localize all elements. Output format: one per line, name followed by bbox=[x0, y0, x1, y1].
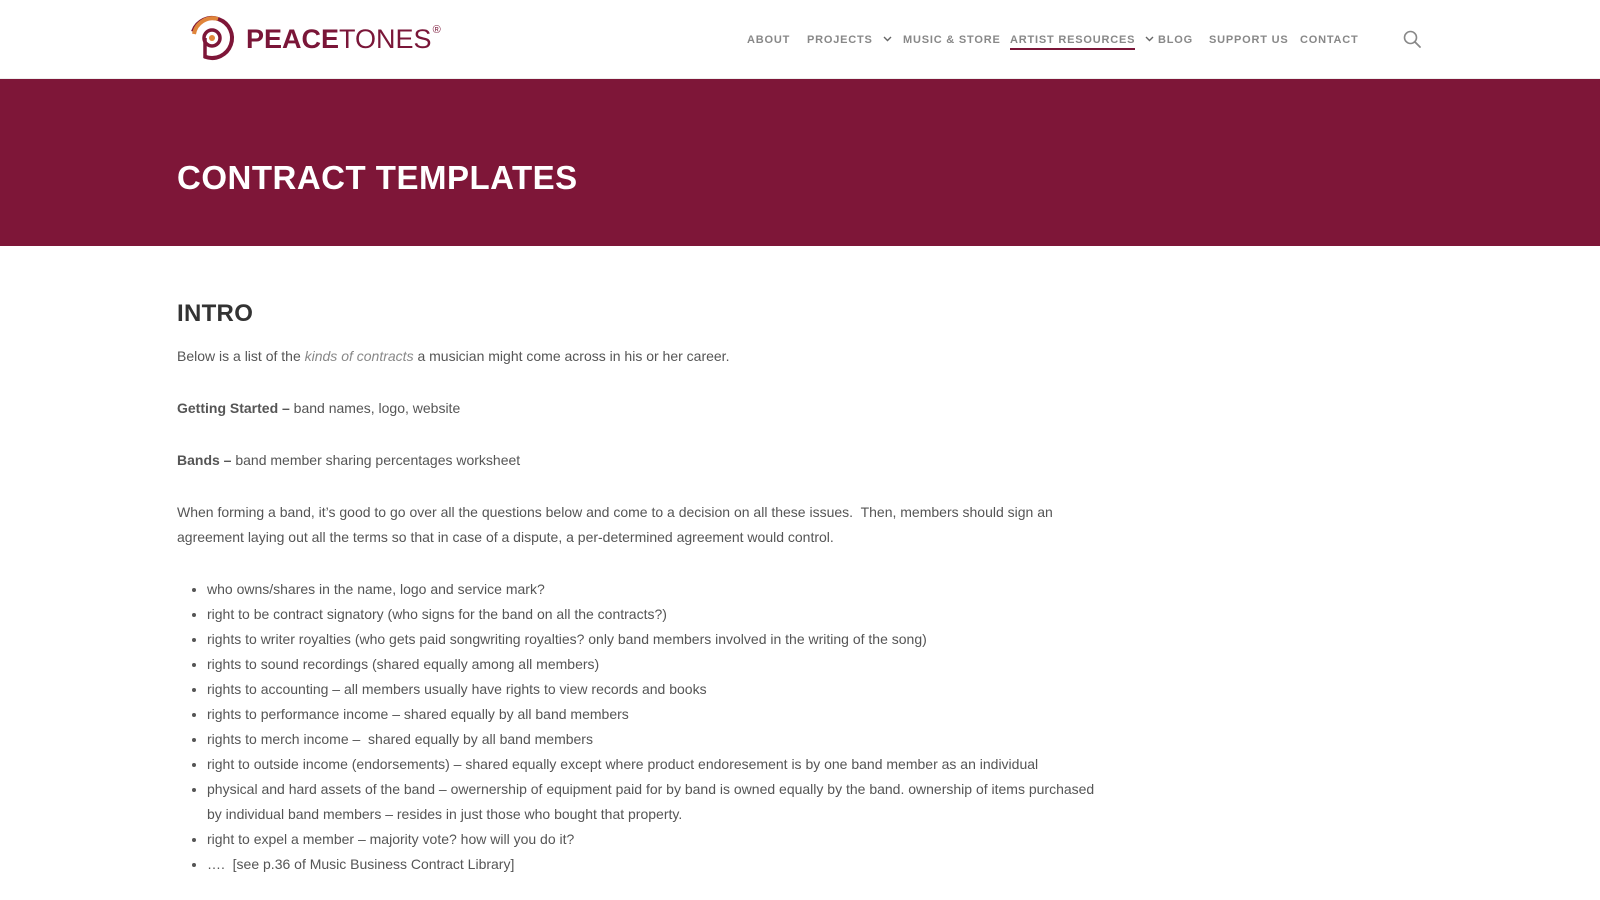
nav-label: PROJECTS bbox=[807, 34, 873, 46]
nav-item-music-store[interactable] bbox=[903, 28, 1001, 52]
chevron-down-icon bbox=[1145, 36, 1154, 42]
getting-started-paragraph bbox=[177, 396, 1097, 421]
nav-item-contact[interactable] bbox=[1300, 28, 1359, 52]
section-heading-intro: INTRO bbox=[177, 300, 254, 327]
nav-item-projects[interactable] bbox=[807, 28, 892, 52]
nav-item-blog[interactable] bbox=[1158, 28, 1193, 52]
list-item: • rights to sound recordings (shared equally among all members) bbox=[207, 652, 1097, 677]
chevron-down-icon bbox=[883, 36, 892, 42]
nav-item-about[interactable] bbox=[747, 28, 790, 52]
list-item: • rights to merch income – shared equally by all band members bbox=[207, 727, 1097, 752]
logo-word-peace: PEACE bbox=[246, 23, 340, 54]
bands-paragraph bbox=[177, 448, 1097, 473]
logo-wordmark bbox=[246, 23, 441, 54]
list-item: • physical and hard assets of the band – owernership of equipment paid for by band is owned equally by the band. ownership of items purchased by individual band members – resides in just those who bought that property. bbox=[207, 777, 1097, 827]
nav-label: ABOUT bbox=[747, 34, 791, 46]
registered-mark: ® bbox=[432, 23, 441, 36]
nav-label: BLOG bbox=[1158, 34, 1193, 46]
page-title: CONTRACT TEMPLATES bbox=[177, 159, 578, 196]
list-item: • rights to accounting – all members usually have rights to view records and books bbox=[207, 677, 1097, 702]
nav-label: CONTACT bbox=[1300, 34, 1359, 46]
forming-band-paragraph: When forming a band, it’s good to go over all the questions below and come to a decision on all these issues. Then, members should sign an agreement laying out all the terms so that in case of a dispute, a per-determined agreement would control. bbox=[177, 504, 1053, 545]
search-icon[interactable] bbox=[1402, 29, 1422, 49]
kinds-of-contracts-emphasis: kinds of contracts bbox=[304, 348, 414, 364]
peacetones-logo[interactable] bbox=[188, 14, 441, 64]
nav-label: SUPPORT US bbox=[1209, 34, 1289, 46]
band-issues-list bbox=[207, 577, 1097, 877]
list-item: • rights to writer royalties (who gets paid songwriting royalties? only band members involved in the writing of the song) bbox=[207, 627, 1097, 652]
intro-text-after: a musician might come across in his or her career. bbox=[413, 348, 730, 364]
nav-label: MUSIC & STORE bbox=[903, 34, 1001, 46]
list-item: • right to be contract signatory (who signs for the band on all the contracts?) bbox=[207, 602, 1097, 627]
list-item: • right to outside income (endorsements) – shared equally except where product endoresement is by one band member as an individual bbox=[207, 752, 1097, 777]
bands-label: Bands – bbox=[177, 452, 232, 468]
nav-item-support-us[interactable] bbox=[1209, 28, 1289, 52]
list-item: • who owns/shares in the name, logo and service mark? bbox=[207, 577, 1097, 602]
main-content bbox=[177, 300, 1097, 877]
site-header bbox=[0, 0, 1600, 79]
list-item: • rights to performance income – shared equally by all band members bbox=[207, 702, 1097, 727]
nav-item-artist-resources[interactable] bbox=[1010, 28, 1154, 52]
list-item: • right to expel a member – majority vote? how will you do it? bbox=[207, 827, 1097, 852]
nav-label: ARTIST RESOURCES bbox=[1010, 34, 1135, 50]
intro-text-before: Below is a list of the bbox=[177, 348, 305, 364]
logo-word-tones: TONES bbox=[339, 23, 432, 54]
peacetones-logo-icon bbox=[188, 14, 236, 64]
page-banner bbox=[0, 79, 1600, 246]
list-item: • …. [see p.36 of Music Business Contract Library] bbox=[207, 852, 1097, 877]
intro-paragraph bbox=[177, 344, 1097, 369]
getting-started-label: Getting Started – bbox=[177, 400, 290, 416]
getting-started-text: band names, logo, website bbox=[289, 400, 461, 416]
bands-text: band member sharing percentages worksheet bbox=[231, 452, 521, 468]
